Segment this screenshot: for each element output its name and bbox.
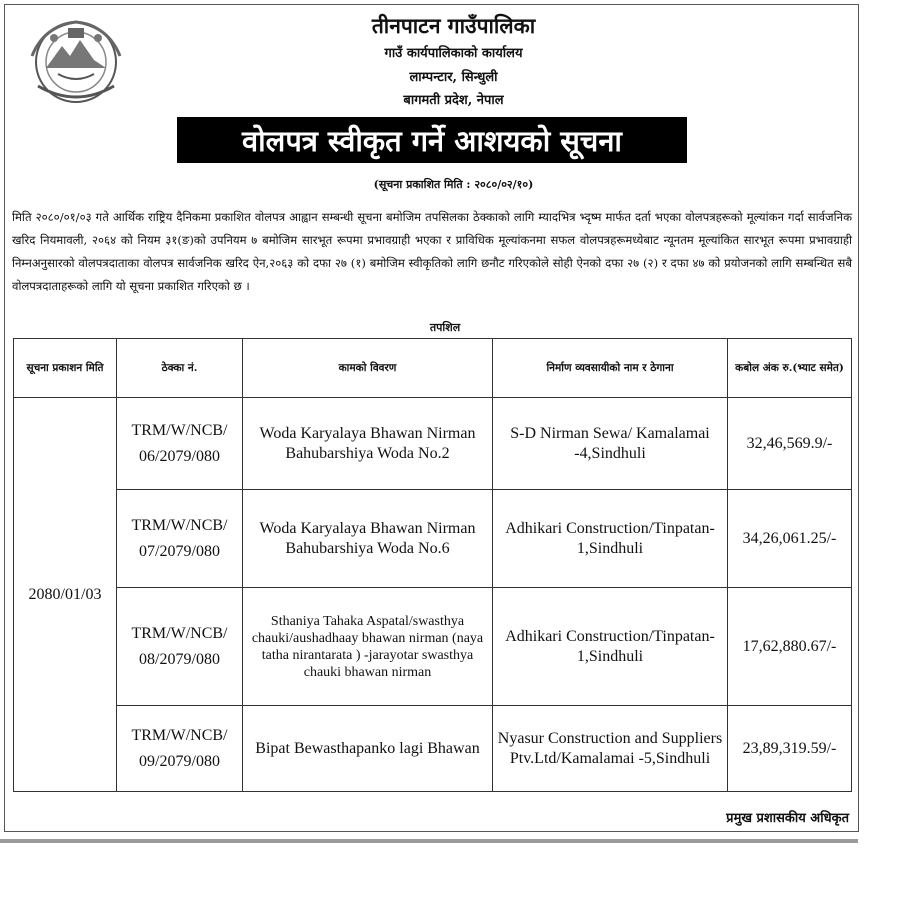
description-cell: Sthaniya Tahaka Aspatal/swasthya chauki/aushadhaay bhawan nirman (naya tatha nirantarata ) -jarayotar swasthya chauki bhawan nirman bbox=[243, 588, 493, 706]
tender-table bbox=[13, 338, 852, 792]
header-work-description: कामको विवरण bbox=[243, 339, 493, 398]
table-header-row bbox=[14, 339, 852, 398]
table-row bbox=[14, 588, 852, 706]
amount-cell: 34,26,061.25/- bbox=[728, 490, 852, 588]
municipality-name: तीनपाटन गाउँपालिका bbox=[371, 13, 536, 38]
contract-no-cell: TRM/W/NCB/ 06/2079/080 bbox=[117, 398, 243, 490]
header-contract-no: ठेक्का नं. bbox=[117, 339, 243, 398]
table-row bbox=[14, 706, 852, 792]
amount-cell: 23,89,319.59/- bbox=[728, 706, 852, 792]
published-date: (सूचना प्रकाशित मिति : २०८०/०२/१०) bbox=[373, 178, 534, 191]
amount-cell: 32,46,569.9/- bbox=[728, 398, 852, 490]
publication-date-cell: 2080/01/03 bbox=[14, 398, 117, 792]
description-cell: Bipat Bewasthapanko lagi Bhawan bbox=[243, 706, 493, 792]
contractor-cell: S-D Nirman Sewa/ Kamalamai -4,Sindhuli bbox=[493, 398, 728, 490]
contractor-cell: Adhikari Construction/Tinpatan-1,Sindhuli bbox=[493, 588, 728, 706]
description-cell: Woda Karyalaya Bhawan Nirman Bahubarshiya Woda No.2 bbox=[243, 398, 493, 490]
header-publication-date: सूचना प्रकाशन मिति bbox=[14, 339, 117, 398]
office-address: लाम्पन्टार, सिन्धुली bbox=[409, 70, 498, 85]
province-country: बागमती प्रदेश, नेपाल bbox=[403, 93, 504, 108]
office-name: गाउँ कार्यपालिकाको कार्यालय bbox=[384, 46, 523, 61]
table-row bbox=[14, 490, 852, 588]
header-contractor: निर्माण व्यवसायीको नाम र ठेगाना bbox=[493, 339, 728, 398]
signatory-title: प्रमुख प्रशासकीय अधिकृत bbox=[726, 811, 849, 826]
description-cell: Woda Karyalaya Bhawan Nirman Bahubarshiya Woda No.6 bbox=[243, 490, 493, 588]
contractor-cell: Adhikari Construction/Tinpatan-1,Sindhuli bbox=[493, 490, 728, 588]
divider bbox=[0, 839, 858, 843]
contractor-cell: Nyasur Construction and Suppliers Ptv.Ltd/Kamalamai -5,Sindhuli bbox=[493, 706, 728, 792]
contract-no-cell: TRM/W/NCB/ 07/2079/080 bbox=[117, 490, 243, 588]
notice-title-banner bbox=[177, 117, 687, 163]
notice-body: मिति २०८०/०१/०३ गते आर्थिक राष्ट्रिय दैनिकमा प्रकाशित वोलपत्र आह्वान सम्बन्धी सूचना बमोजिम तपसिलका ठेक्काको लागि म्यादभित्र भ्दृष्म मार्फत दर्ता भएका वोलपत्रहरूको मूल्यांकन गर्दा सार्वजनिक खरिद नियमावली, २०६४ को नियम ३१(ङ)को उपनियम ७ बमोजिम सारभूत रूपमा प्रभावग्राही भएका र प्राविधिक मूल्यांकनमा सफल वोलपत्रहरूमध्येबाट न्यूनतम मूल्यांकित सारभूत रूपमा प्रभावग्राही निम्नअनुसारको वोलपत्रदाताका वोलपत्र सार्वजनिक खरिद ऐन,२०६३ को दफा २७ (१) बमोजिम स्वीकृतिको लागि छनौट गरिएकोले सोही ऐनको दफा २७ (२) र दफा ४७ को प्रयोजनको लागि सम्बन्धित सबै वोलपत्रदाताहरूको लागि यो सूचना प्रकाशित गरिएको छ । bbox=[12, 210, 852, 293]
table-row bbox=[14, 398, 852, 490]
header-bid-amount: कबोल अंक रु.(भ्याट समेत) bbox=[728, 339, 852, 398]
contract-no-cell: TRM/W/NCB/ 09/2079/080 bbox=[117, 706, 243, 792]
notice-title: वोलपत्र स्वीकृत गर्ने आशयको सूचना bbox=[242, 123, 622, 158]
table-caption: तपशिल bbox=[429, 321, 461, 334]
amount-cell: 17,62,880.67/- bbox=[728, 588, 852, 706]
contract-no-cell: TRM/W/NCB/ 08/2079/080 bbox=[117, 588, 243, 706]
